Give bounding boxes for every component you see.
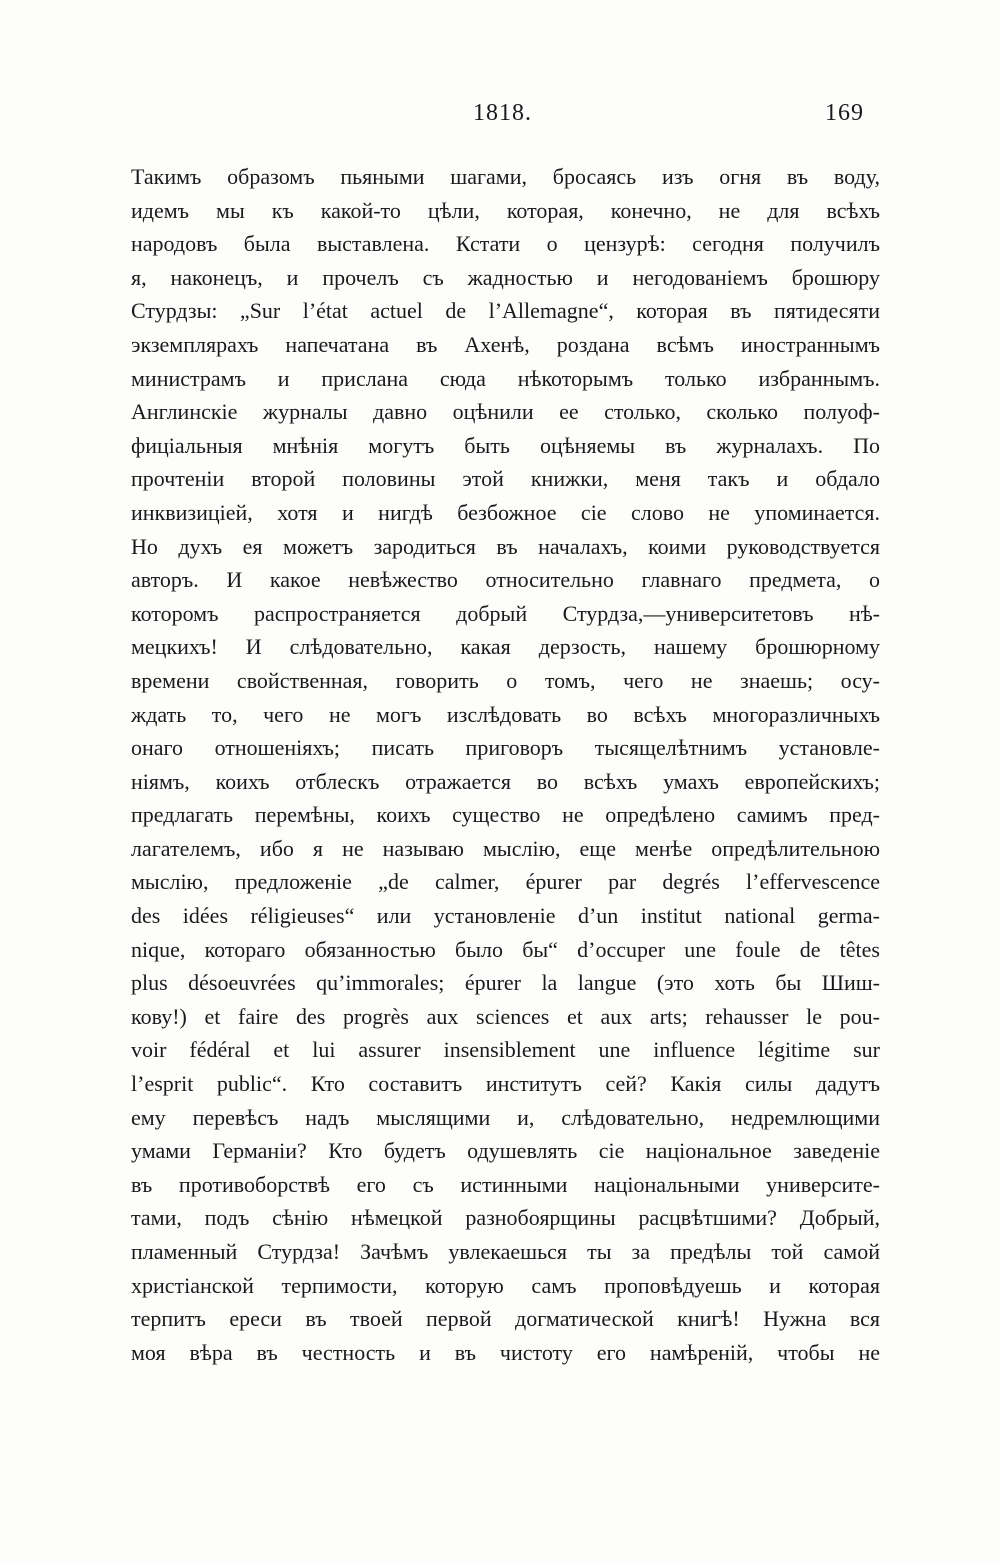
page-number: 169: [825, 100, 864, 126]
running-head-year: 1818.: [473, 100, 532, 126]
text-line: лагателемъ, ибо я не называю мыслію, еще менѣе опредѣлительною: [131, 835, 880, 861]
text-line: прочтеніи второй половины этой книжки, меня такъ и обдало: [131, 466, 880, 492]
text-line: Стурдзы: „Sur l’état actuel de l’Allemagne“, которая въ пятидесяти: [131, 298, 880, 324]
text-line: Такимъ образомъ пьяными шагами, бросаясь изъ огня въ воду,: [131, 164, 880, 189]
text-line: ему перевѣсъ надъ мыслящими и, слѣдовательно, недремлющими: [131, 1104, 880, 1130]
text-line: терпитъ ереси въ твоей первой догматической книгѣ! Нужна вся: [131, 1306, 880, 1332]
text-line: voir fédéral et lui assurer insensiblement une influence légitime sur: [131, 1037, 880, 1063]
text-line: предлагать перемѣны, коихъ существо не опредѣлено самимъ пред-: [131, 802, 880, 828]
text-line: nique, котораго обязанностью было бы“ d’occuper une foule de têtes: [131, 936, 880, 962]
text-line: моя вѣра въ честность и въ чистоту его намѣреній, чтобы не: [131, 1339, 880, 1365]
text-line: l’esprit public“. Кто составитъ институтъ сей? Какія силы дадутъ: [131, 1071, 880, 1097]
text-line: des idées réligieuses“ или установленіе d’un institut national germa-: [131, 903, 880, 929]
text-line: пламенный Стурдза! Зачѣмъ увлекаешься ты за предѣлы той самой: [131, 1239, 880, 1264]
text-line: авторъ. И какое невѣжество относительно главнаго предмета, о: [131, 567, 880, 593]
text-line: тами, подъ сѣнію нѣмецкой разнобоярщины расцвѣтшими? Добрый,: [131, 1205, 880, 1231]
text-line: христіанской терпимости, которую самъ проповѣдуешь и которая: [131, 1272, 880, 1298]
text-line: экземплярахъ напечатана въ Ахенѣ, роздана всѣмъ иностраннымъ: [131, 331, 880, 357]
text-line: plus désoeuvrées qu’immorales; épurer la langue (это хоть бы Шиш-: [131, 970, 880, 996]
text-line: народовъ была выставлена. Кстати о цензурѣ: сегодня получилъ: [131, 231, 880, 257]
text-line: министрамъ и прислана сюда нѣкоторымъ только избраннымъ.: [131, 365, 880, 391]
text-line: умами Германіи? Кто будетъ одушевлять сіе національное заведеніе: [131, 1138, 880, 1164]
text-line: мецкихъ! И слѣдовательно, какая дерзость, нашему брошюрному: [131, 634, 880, 660]
body-text: [131, 160, 880, 1369]
text-line: въ противоборствѣ его съ истинными національными университе-: [131, 1171, 880, 1197]
text-line: ніямъ, коихъ отблескъ отражается во всѣхъ умахъ европейскихъ;: [131, 768, 880, 794]
running-header: [0, 100, 1000, 134]
text-line: ждать то, чего не могъ изслѣдовать во всѣхъ многоразличныхъ: [131, 701, 880, 727]
text-line: мыслію, предложеніе „de calmer, épurer par degrés l’effervescence: [131, 869, 880, 895]
text-line: идемъ мы къ какой-то цѣли, которая, конечно, не для всѣхъ: [131, 197, 880, 223]
text-line: инквизиціей, хотя и нигдѣ безбожное сіе слово не упоминается.: [131, 499, 880, 525]
text-line: которомъ распространяется добрый Стурдза,—университетовъ нѣ-: [131, 600, 880, 626]
text-line: онаго отношеніяхъ; писать приговоръ тысящелѣтнимъ установле-: [131, 735, 880, 761]
text-line: времени свойственная, говорить о томъ, чего не знаешь; осу-: [131, 667, 880, 693]
text-line: я, наконецъ, и прочелъ съ жадностью и негодованіемъ брошюру: [131, 264, 880, 290]
text-line: фиціальныя мнѣнія могутъ быть оцѣняемы въ журналахъ. По: [131, 432, 880, 458]
text-line: кову!) et faire des progrès aux sciences et aux arts; rehausser le pou-: [131, 1003, 880, 1029]
text-line: Но духъ ея можетъ зародиться въ началахъ, коими руководствуется: [131, 533, 880, 559]
text-line: Англинскіе журналы давно оцѣнили ее столько, сколько полуоф-: [131, 399, 880, 425]
